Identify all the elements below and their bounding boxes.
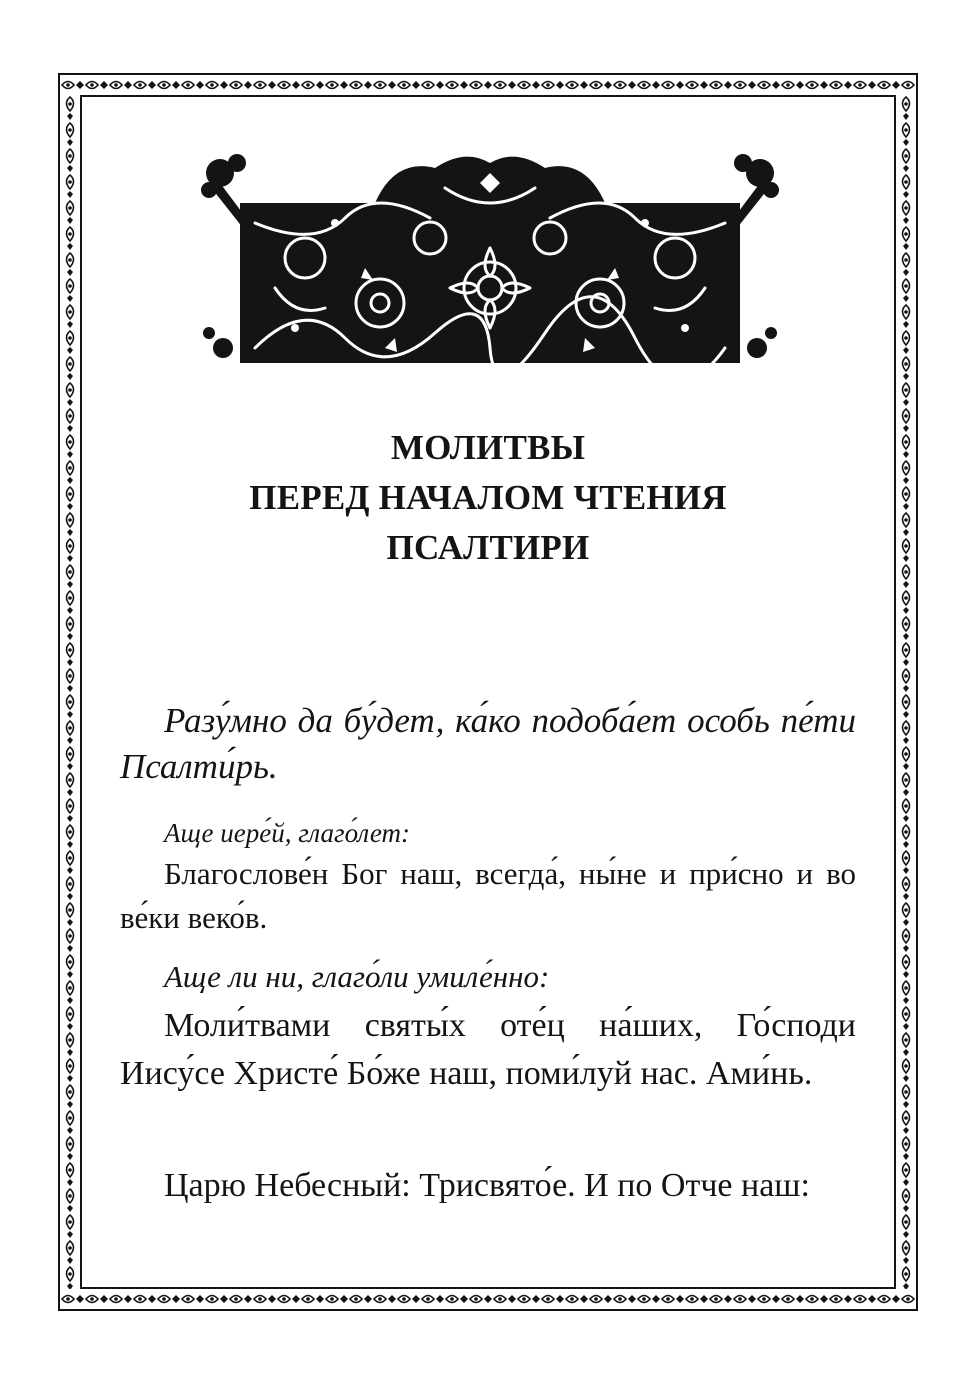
priest-rubric: Аще иере́й, глаго́лет: <box>164 818 410 848</box>
border-ornament-bottom <box>60 1289 916 1309</box>
priest-blessing-paragraph: Благослове́н Бог наш, всегда́, ны́не и при́сно и во ве́ки веко́в. <box>120 856 856 935</box>
lay-rubric: Аще ли ни, глаго́ли умиле́нно: <box>164 959 550 994</box>
title-line-3: ПСАЛТИРИ <box>386 528 590 567</box>
lay-prayer-paragraph: Моли́твами святы́х оте́ц на́ших, Го́споди Иису́се Христе́ Бо́же наш, поми́луй нас. Ами́нь. <box>120 1007 856 1092</box>
border-ornament-left <box>60 95 80 1289</box>
page-title <box>120 423 856 573</box>
floral-headpiece-ornament <box>195 148 785 378</box>
border-ornament-top <box>60 75 916 95</box>
title-line-2: ПЕРЕД НАЧАЛОМ ЧТЕНИЯ <box>249 478 727 517</box>
title-line-1: МОЛИТВЫ <box>390 428 586 467</box>
border-ornament-right <box>896 95 916 1289</box>
rubric-intro-paragraph: Разу́мно да бу́дет, ка́ко подоба́ет особь пе́ти Псалти́рь. <box>120 701 856 786</box>
closing-paragraph: Царю Небесный: Трисвято́е. И по Отче наш: <box>164 1167 810 1204</box>
